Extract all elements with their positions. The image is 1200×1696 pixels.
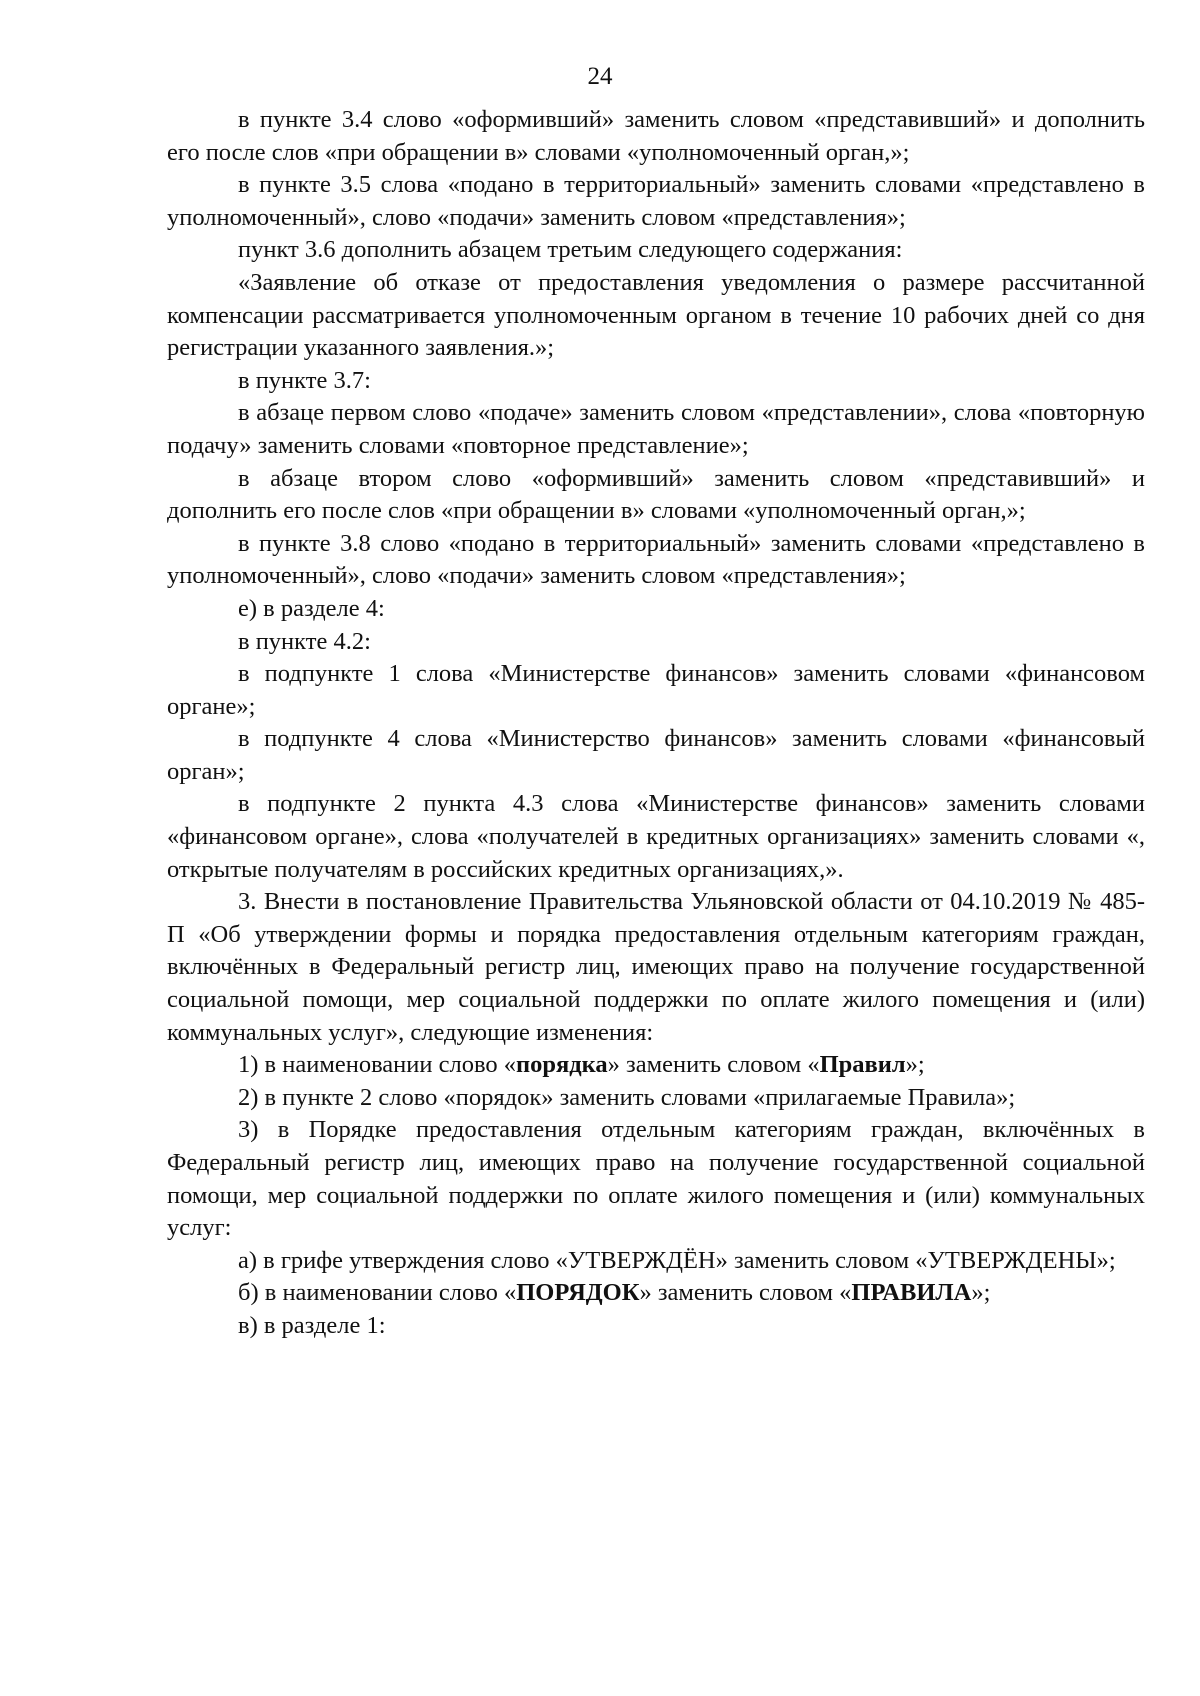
text-span: е) в разделе 4:: [238, 594, 385, 622]
text-span: «Заявление об отказе от предоставления уведомления о размере рассчитанной компенсации рассматривается уполномоченным органом в течение 10 рабочих дней со дня регистрации указанного заявления.»;: [167, 268, 1145, 362]
text-span: в абзаце первом слово «подаче» заменить словом «представлении», слова «повторную подачу» заменить словами «повторное представление»;: [167, 399, 1145, 459]
paragraph: [167, 1310, 1145, 1343]
text-span: в пункте 3.4 слово «оформивший» заменить словом «представивший» и дополнить его после слов «при обращении в» словами «уполномоченный орган,»;: [167, 106, 1145, 166]
page-number: 24: [587, 63, 613, 90]
paragraph: [167, 658, 1145, 723]
paragraph: [167, 1049, 1145, 1082]
paragraph: [167, 104, 1145, 169]
paragraph: [167, 1114, 1145, 1244]
paragraph: [167, 886, 1145, 1049]
document-body: [167, 104, 1145, 1343]
text-span: 1) в наименовании слово «: [238, 1051, 517, 1079]
paragraph: [167, 267, 1145, 365]
text-span: а) в грифе утверждения слово «УТВЕРЖДЁН» заменить словом «УТВЕРЖДЕНЫ»;: [238, 1246, 1116, 1274]
text-span: 3. Внести в постановление Правительства Ульяновской области от 04.10.2019 № 485-П «Об утверждении формы и порядка предоставления отдельным категориям граждан, включённых в Федеральный регистр лиц, имеющих право на получение государственной социальной помощи, мер социальной поддержки по оплате жилого помещения и (или) коммунальных услуг», следующие изменения:: [167, 888, 1145, 1046]
paragraph: [167, 169, 1145, 234]
paragraph: [167, 528, 1145, 593]
text-span: 2) в пункте 2 слово «порядок» заменить словами «прилагаемые Правила»;: [238, 1083, 1016, 1111]
text-span: в подпункте 1 слова «Министерстве финансов» заменить словами «финансовом органе»;: [167, 660, 1145, 720]
bold-text-span: ПОРЯДОК: [516, 1279, 640, 1307]
text-span: в пункте 3.7:: [238, 366, 371, 394]
paragraph: [167, 1245, 1145, 1278]
text-span: »;: [905, 1051, 925, 1079]
bold-text-span: порядка: [516, 1051, 608, 1079]
paragraph: [167, 365, 1145, 398]
text-span: в подпункте 2 пункта 4.3 слова «Министерстве финансов» заменить словами «финансовом органе», слова «получателей в кредитных организациях» заменить словами «, открытые получателям в российских кредитных организациях,».: [167, 790, 1145, 883]
text-span: б) в наименовании слово «: [238, 1279, 517, 1307]
text-span: в подпункте 4 слова «Министерство финансов» заменить словами «финансовый орган»;: [167, 725, 1145, 785]
paragraph: [167, 1277, 1145, 1310]
paragraph: [167, 463, 1145, 528]
text-span: в пункте 4.2:: [238, 627, 371, 655]
text-span: пункт 3.6 дополнить абзацем третьим следующего содержания:: [238, 236, 903, 264]
text-span: в) в разделе 1:: [238, 1311, 386, 1339]
text-span: » заменить словом «: [639, 1279, 852, 1307]
paragraph: [167, 593, 1145, 626]
paragraph: [167, 626, 1145, 659]
paragraph: [167, 234, 1145, 267]
paragraph: [167, 397, 1145, 462]
text-span: 3) в Порядке предоставления отдельным категориям граждан, включённых в Федеральный регистр лиц, имеющих право на получение государственной социальной помощи, мер социальной поддержки по оплате жилого помещения и (или) коммунальных услуг:: [167, 1116, 1145, 1242]
bold-text-span: Правил: [819, 1051, 906, 1079]
paragraph: [167, 1082, 1145, 1115]
text-span: »;: [971, 1279, 991, 1307]
text-span: » заменить словом «: [607, 1051, 820, 1079]
bold-text-span: ПРАВИЛА: [851, 1279, 972, 1307]
paragraph: [167, 723, 1145, 788]
paragraph: [167, 788, 1145, 886]
text-span: в абзаце втором слово «оформивший» заменить словом «представивший» и дополнить его после слов «при обращении в» словами «уполномоченный орган,»;: [167, 464, 1145, 525]
text-span: в пункте 3.5 слова «подано в территориальный» заменить словами «представлено в уполномоченный», слово «подачи» заменить словом «представления»;: [167, 171, 1145, 231]
text-span: в пункте 3.8 слово «подано в территориальный» заменить словами «представлено в уполномоченный», слово «подачи» заменить словом «представления»;: [167, 529, 1145, 590]
